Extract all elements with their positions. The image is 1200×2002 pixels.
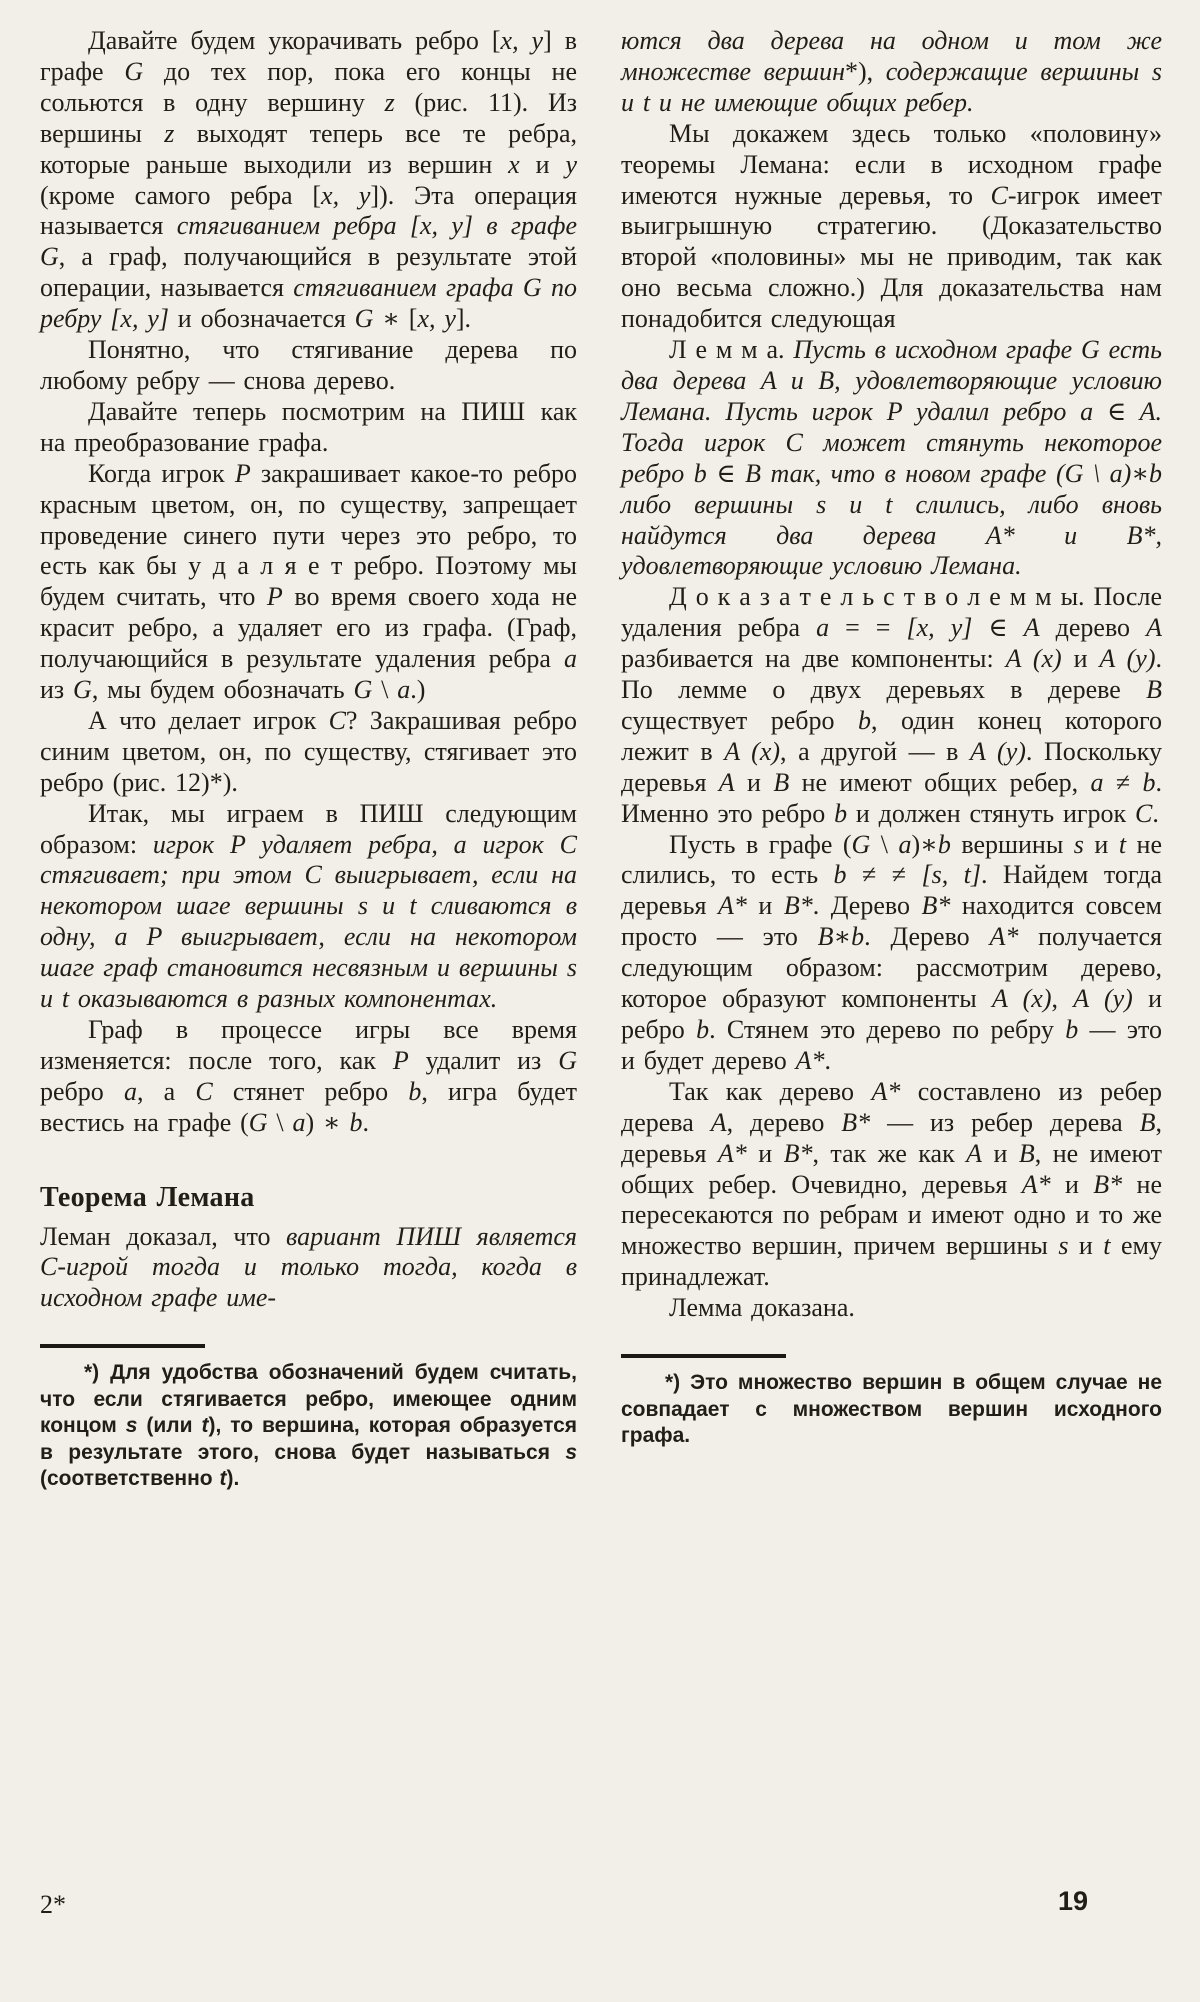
text-run: )∗ <box>911 829 938 859</box>
text-run: . По лемме о двух деревьях в дереве <box>621 644 1162 705</box>
text-run: *) Для удобства обозначений будем считать, что если стягивается ребро, имеющее одним концом <box>40 1361 577 1438</box>
text-run: . Найдем тогда деревья <box>621 860 1162 921</box>
text-run: ≠ ≠ <box>846 860 922 890</box>
text-run: ]). Эта операция называется <box>40 180 577 241</box>
text-run: P <box>266 582 283 612</box>
text-run: не имеют общих ребер, <box>789 767 1091 797</box>
text-run: и ребро <box>621 984 1163 1044</box>
footnote-paragraph <box>40 1360 577 1493</box>
paragraph <box>621 26 1162 119</box>
text-run: G <box>851 829 871 859</box>
text-run: во время своего хода не красит ребро, а удаляет его из графа. (Граф, получающийся в результате удаления ребра <box>40 582 577 674</box>
text-run: b <box>349 1107 363 1137</box>
text-run: . Поскольку деревья <box>621 736 1162 797</box>
page-number: 19 <box>1058 1886 1089 1916</box>
text-run: ] в графе <box>40 26 578 86</box>
paragraph <box>40 459 577 706</box>
paragraph <box>40 1222 577 1315</box>
text-run: x <box>508 149 520 179</box>
text-run: , не имеют общих ребер. Очевидно, деревья <box>621 1138 1162 1199</box>
text-run: Леман доказал, что <box>40 1221 287 1251</box>
text-run: Пусть в исходном графе G есть два дерева A и B, удовлетворяющие условию Лемана. Пусть игрок P удалил ребро a ∈ A. Тогда игрок C может стянуть некоторое ребро b ∈ B так, что в новом графе (G \ a)∗b либо вершины s и t слились, либо вновь найдутся два дерева A* и B*, удовлетворяющие условию Лемана. <box>621 335 1162 581</box>
text-run: и <box>1068 1231 1104 1261</box>
text-run: A* <box>795 1045 825 1075</box>
text-run: Когда игрок <box>88 458 235 488</box>
text-run: [x, y] <box>906 613 973 643</box>
text-column-left <box>40 26 577 1493</box>
text-run: ) ∗ <box>305 1107 350 1137</box>
paragraph <box>621 335 1162 582</box>
text-run: = = <box>829 613 907 643</box>
paragraph <box>40 799 577 1015</box>
text-run: a <box>898 829 912 859</box>
paragraph <box>40 706 577 799</box>
text-run: A* <box>1021 1169 1051 1199</box>
text-run: . Стянем это дерево по ребру <box>709 1015 1066 1044</box>
text-run: и обозначается <box>168 304 355 334</box>
text-run: s <box>1058 1231 1069 1261</box>
text-run: Л е м м а. <box>669 335 794 365</box>
text-run: a <box>292 1107 306 1137</box>
text-run: B <box>773 767 790 797</box>
text-run: C <box>1135 798 1153 828</box>
text-run: A <box>718 767 735 797</box>
text-run: — это и будет дерево <box>621 1015 1163 1075</box>
text-run: , деревья <box>621 1107 1163 1168</box>
text-run: y <box>565 149 577 179</box>
text-run: b <box>834 798 848 828</box>
text-run: и <box>734 767 774 797</box>
text-run: B∗b <box>817 922 865 952</box>
text-run: игрок P удаляет ребра, а игрок C стягивает; при этом C выигрывает, если на некотором шаге вершины s и t сливаются в одну, а P выигрывает, если на некотором шаге граф становится несвязным и вершины s и t оказываются в разных компонентах. <box>40 829 577 1014</box>
text-run: s <box>1073 829 1084 859</box>
text-run: ребро <box>40 1076 124 1106</box>
text-run: дерево <box>1039 613 1147 643</box>
text-run: , дерево <box>726 1107 842 1137</box>
text-run: А что делает игрок <box>88 705 329 735</box>
text-run: a <box>123 1076 137 1106</box>
text-run: — из ребер дерева <box>870 1107 1140 1137</box>
text-run: G <box>354 304 374 334</box>
text-run: существует ребро <box>621 705 859 735</box>
text-run: стягиванием ребра [x, y] в графе G <box>40 211 578 272</box>
text-run: C <box>328 705 346 735</box>
text-column-right <box>621 26 1162 1450</box>
text-run: , игра будет вестись на графе ( <box>40 1076 578 1137</box>
paragraph <box>40 335 577 397</box>
text-run: Давайте будем укорачивать ребро [ <box>88 26 501 55</box>
text-run: удалит из <box>408 1045 559 1075</box>
text-run: -игрок имеет выигрышную стратегию. (Доказательство второй «половины» мы не приводим, так как оно весьма сложно.) Для доказательства нам понадобится следующая <box>621 180 1162 334</box>
text-run: A* <box>717 1138 747 1168</box>
text-run: A (y) <box>1099 644 1156 674</box>
text-run: G <box>353 675 373 705</box>
text-run: стянет ребро <box>212 1076 409 1106</box>
text-run: Д о к а з а т е л ь с т в о л е м м ы. После удаления ребра <box>621 582 1162 643</box>
text-run: x, y <box>500 26 544 55</box>
text-run: A* <box>717 891 747 921</box>
text-run: . Именно это ребро <box>621 767 1163 828</box>
text-run: b <box>833 860 847 890</box>
text-run: ). <box>226 1467 240 1491</box>
text-run: \ <box>372 675 398 705</box>
text-run: a <box>564 644 577 674</box>
text-run: b <box>408 1076 422 1106</box>
text-run: A* <box>871 1076 901 1106</box>
paragraph <box>40 1015 577 1139</box>
text-run: \ <box>870 829 899 859</box>
text-run: и <box>519 149 566 179</box>
text-run: b <box>858 705 872 735</box>
text-run: и <box>746 891 784 921</box>
text-run: A (x) <box>1005 644 1062 674</box>
text-run: C <box>990 180 1008 210</box>
text-run: . <box>824 1045 831 1075</box>
text-run: выходят теперь все те ребра, которые раньше выходили из вершин <box>40 118 577 179</box>
signature-mark: 2* <box>40 1890 66 1919</box>
text-run: B* <box>1093 1169 1123 1199</box>
text-run: .) <box>410 675 426 705</box>
text-run: не слились, то есть <box>621 829 1162 890</box>
text-run: A (y) <box>970 736 1026 766</box>
text-run: B* <box>921 891 951 921</box>
text-run: , один конец которого лежит в <box>621 705 1162 766</box>
text-run: B <box>1146 675 1162 705</box>
text-run: P <box>234 458 251 488</box>
text-run: [s, t] <box>921 860 981 890</box>
text-run: ? Закрашивая ребро синим цветом, он, по существу, стягивает это ребро (рис. 12)*). <box>40 705 577 797</box>
text-run: содержащие вершины s и t и не имеющие общих ребер. <box>621 56 1163 117</box>
text-run: B* <box>841 1107 871 1137</box>
text-run: G <box>73 675 92 705</box>
text-run: и <box>1061 644 1100 674</box>
text-run: получается следующим образом: рассмотрим дерево, которое образуют компоненты <box>621 922 1162 1014</box>
text-run: A <box>1146 613 1162 643</box>
text-run: Итак, мы играем в ПИШ следующим образом: <box>40 798 577 859</box>
text-run: b <box>937 829 951 859</box>
text-run: G <box>124 56 144 86</box>
text-run: Понятно, что стягивание дерева по любому ребру — снова дерево. <box>40 335 577 395</box>
text-run: z <box>384 87 395 117</box>
text-run: (рис. 11). Из вершины <box>40 87 577 148</box>
text-run: не пересекаются по ребрам и имеют одно и то же множество вершин, причем вершины <box>621 1169 1162 1261</box>
text-run: вершины <box>950 829 1074 859</box>
text-run: разбивается на две компоненты: <box>621 644 1006 674</box>
text-run: x, y <box>417 304 456 334</box>
text-run: t <box>1103 1231 1111 1261</box>
footnote-rule <box>40 1344 205 1348</box>
text-run: Так как дерево <box>669 1076 872 1106</box>
text-run: A* <box>989 922 1019 952</box>
text-run: G <box>558 1045 577 1075</box>
text-run: ему принадлежат. <box>621 1231 1162 1292</box>
paragraph <box>621 1293 1162 1324</box>
text-run: ются два дерева на одном и том же множестве вершин <box>621 26 1162 86</box>
text-run: до тех пор, пока его концы не сольются в одну вершину <box>40 56 577 117</box>
text-run: Пусть в графе ( <box>669 829 852 859</box>
text-run: t <box>201 1414 209 1438</box>
text-run: s <box>565 1440 577 1464</box>
text-run: b <box>696 1015 710 1044</box>
text-run: A <box>1023 613 1040 643</box>
text-run: A (x) <box>724 736 781 766</box>
text-run: *), <box>845 56 886 86</box>
text-run: B* <box>783 891 813 921</box>
text-run: B <box>1139 1107 1156 1137</box>
paragraph <box>621 582 1162 829</box>
text-run: , <box>1051 984 1074 1014</box>
text-run: и <box>1083 829 1119 859</box>
text-run: (кроме самого ребра [ <box>40 180 322 210</box>
text-run: P <box>392 1045 409 1075</box>
text-run: x, y <box>321 180 371 210</box>
text-run: находится совсем просто — это <box>621 891 1162 952</box>
text-run: A <box>966 1138 983 1168</box>
text-run: t <box>219 1467 227 1491</box>
text-run: , а <box>136 1076 196 1106</box>
text-run: . Дерево <box>812 891 922 921</box>
text-run: ]. <box>455 304 472 334</box>
text-run: b <box>1065 1015 1079 1044</box>
text-run: s <box>125 1414 138 1438</box>
text-run: a <box>397 675 411 705</box>
text-run: и должен стянуть игрок <box>847 798 1135 828</box>
text-run: b <box>1142 767 1156 797</box>
text-run: a <box>1090 767 1104 797</box>
text-run: ∗ [ <box>373 304 418 334</box>
paragraph <box>621 1077 1162 1293</box>
text-run: Граф в процессе игры все время изменяется: после того, как <box>40 1015 577 1075</box>
paragraph <box>621 119 1162 335</box>
text-run: a <box>816 613 830 643</box>
text-run: . <box>362 1107 369 1137</box>
text-run: и <box>1050 1169 1094 1199</box>
text-run: . Дерево <box>864 922 990 952</box>
text-run: , а другой — в <box>780 736 971 766</box>
text-run: *) Это множество вершин в общем случае не совпадает с множеством вершин исходного графа. <box>621 1371 1162 1448</box>
text-run: t <box>1118 829 1127 859</box>
text-run: C <box>195 1076 213 1106</box>
text-run: A (x) <box>991 984 1052 1014</box>
text-run: z <box>164 118 175 148</box>
text-run: (или <box>137 1414 202 1438</box>
text-run: (соответственно <box>40 1467 220 1491</box>
text-run: Мы докажем здесь только «половину» теоремы Лемана: если в исходном графе имеются нужные деревья, то <box>621 118 1162 210</box>
text-run: , а граф, получающийся в результате этой операции, называется <box>40 242 577 303</box>
text-run: и <box>746 1138 784 1168</box>
text-run: и <box>982 1138 1019 1168</box>
section-heading: Теорема Лемана <box>40 1181 255 1213</box>
text-run: , мы будем обозначать <box>91 675 354 705</box>
text-run: ∈ <box>972 613 1024 643</box>
text-run: Давайте теперь посмотрим на ПИШ как на преобразование графа. <box>40 396 577 457</box>
text-run: вариант ПИШ является C-игрой тогда и только тогда, когда в исходном графе име- <box>40 1221 577 1313</box>
paragraph <box>40 397 577 459</box>
footnote-paragraph <box>621 1370 1162 1450</box>
text-run: B <box>1018 1138 1035 1168</box>
text-run: A (y) <box>1073 984 1133 1014</box>
text-run: A <box>710 1107 727 1137</box>
text-run: G <box>248 1107 268 1137</box>
text-run: \ <box>267 1107 293 1137</box>
text-run: из <box>40 675 74 705</box>
text-run: составлено из ребер дерева <box>621 1076 1162 1137</box>
text-run: , так же как <box>812 1138 967 1168</box>
text-run: B* <box>783 1138 813 1168</box>
text-run: Лемма доказана. <box>669 1293 855 1323</box>
paragraph <box>40 26 577 335</box>
text-run: закрашивает какое-то ребро красным цветом, он, по существу, запрещает проведение синего пути через это ребро, то есть как бы у д а л я е т ребро. Поэтому мы будем считать, что <box>40 458 577 612</box>
text-run: . <box>1152 798 1159 828</box>
footnote-rule <box>621 1354 786 1358</box>
text-run: стягиванием графа G по ребру [x, y] <box>40 273 577 334</box>
paragraph <box>621 830 1162 1077</box>
text-run: ), то вершина, которая образуется в результате этого, снова будет называться <box>40 1414 578 1464</box>
text-run: ≠ <box>1103 767 1143 797</box>
